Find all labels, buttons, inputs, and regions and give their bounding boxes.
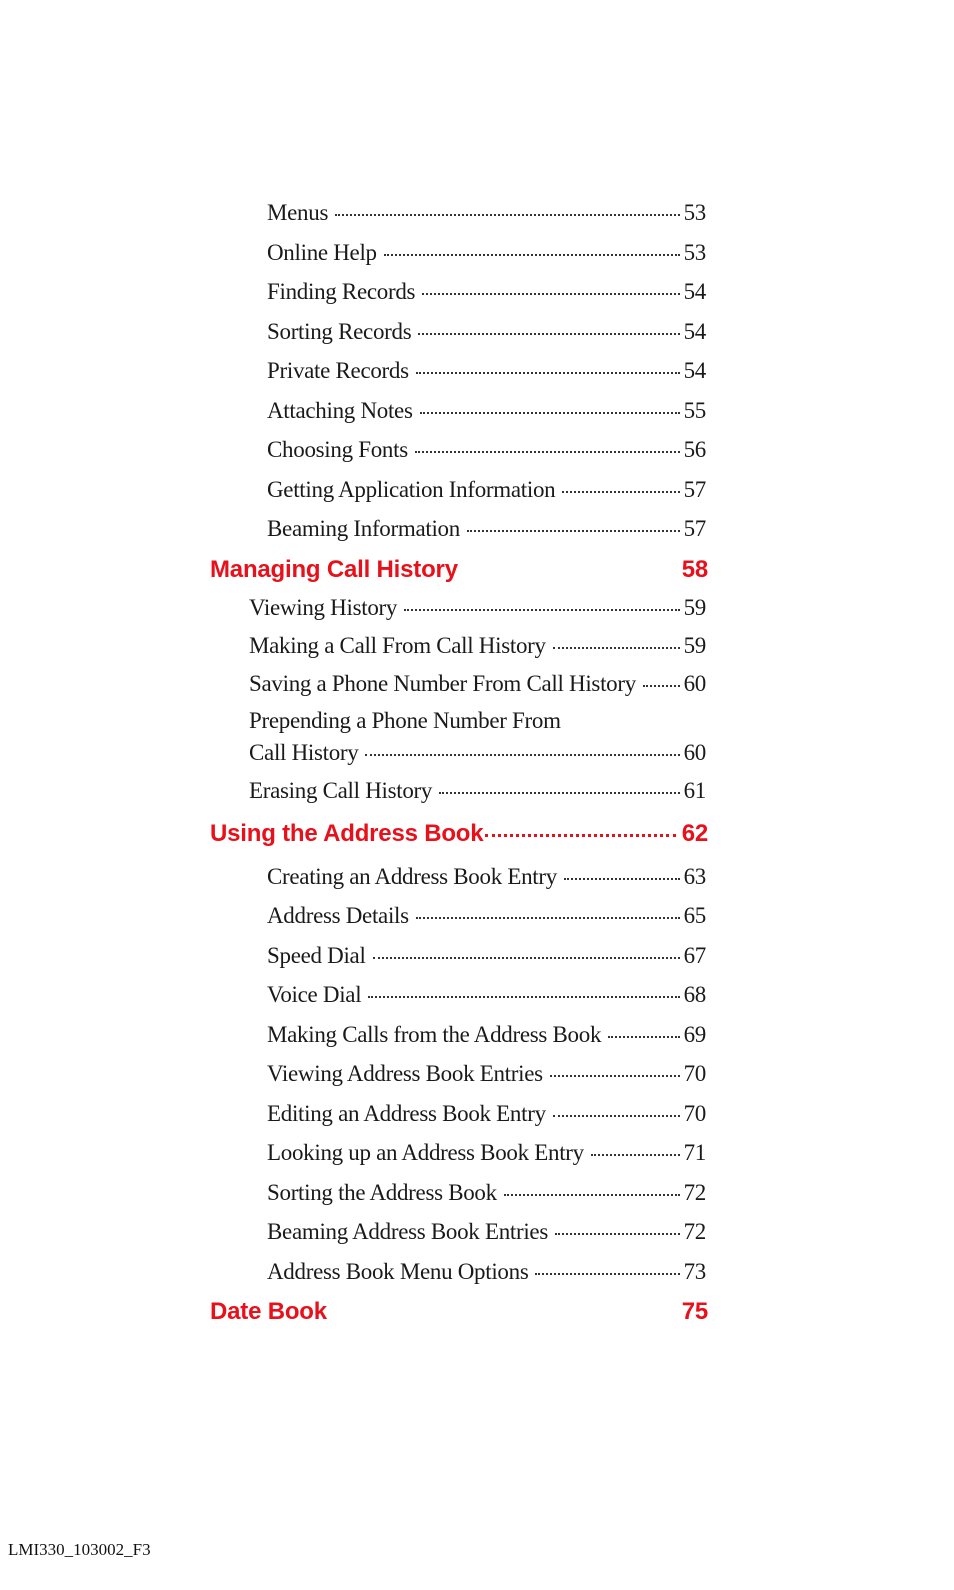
toc-entry-page: 55 (683, 398, 706, 423)
toc-entry-private-records[interactable] (267, 358, 706, 390)
toc-entry-label: Private Records (267, 358, 409, 383)
dot-leader (373, 957, 680, 959)
toc-entry-page: 73 (683, 1259, 706, 1284)
toc-entry-address-book-menu-options[interactable] (267, 1259, 706, 1291)
toc-entry-label: Choosing Fonts (267, 437, 408, 462)
toc-entry-creating-an-address-book-entry[interactable] (267, 864, 706, 896)
toc-entry-voice-dial[interactable] (267, 982, 706, 1014)
toc-entry-label: Making Calls from the Address Book (267, 1022, 602, 1047)
toc-entry-erasing-call-history[interactable] (249, 778, 706, 810)
section-title: Using the Address Book (210, 820, 484, 847)
toc-entry-label: Menus (267, 200, 329, 225)
toc-entry-label-line1: Prepending a Phone Number From (249, 708, 561, 733)
toc-entry-page: 54 (683, 279, 706, 304)
dot-leader (416, 372, 680, 374)
section-page: 58 (681, 556, 708, 583)
toc-entry-label: Sorting the Address Book (267, 1180, 497, 1205)
dot-leader (643, 685, 680, 687)
toc-entry-making-calls-from-address-book[interactable] (267, 1022, 706, 1054)
toc-entry-label: Voice Dial (267, 982, 362, 1007)
dot-leader (335, 214, 679, 216)
toc-section-date-book[interactable] (210, 1298, 708, 1332)
toc-entry-label: Getting Application Information (267, 477, 556, 502)
toc-entry-label: Beaming Information (267, 516, 460, 541)
toc-entry-getting-application-information[interactable] (267, 477, 706, 509)
toc-entry-making-a-call-from-call-history[interactable] (249, 633, 706, 665)
toc-entry-menus[interactable] (267, 200, 706, 232)
dot-leader (591, 1154, 680, 1156)
toc-entry-page: 59 (683, 595, 706, 620)
toc-entry-editing-an-address-book-entry[interactable] (267, 1101, 706, 1133)
toc-entry-speed-dial[interactable] (267, 943, 706, 975)
toc-entry-prepending-a-phone-number[interactable] (249, 740, 706, 772)
toc-entry-page: 68 (683, 982, 706, 1007)
toc-entry-viewing-address-book-entries[interactable] (267, 1061, 706, 1093)
toc-entry-online-help[interactable] (267, 240, 706, 272)
dot-leader (416, 917, 680, 919)
dot-leader (404, 609, 680, 611)
toc-entry-label: Editing an Address Book Entry (267, 1101, 546, 1126)
toc-entry-page: 54 (683, 319, 706, 344)
dot-leader (420, 412, 680, 414)
toc-entry-label: Call History (249, 740, 359, 765)
toc-entry-label: Viewing History (249, 595, 398, 620)
dot-leader (467, 530, 680, 532)
toc-section-managing-call-history[interactable] (210, 556, 708, 590)
toc-entry-beaming-address-book-entries[interactable] (267, 1219, 706, 1251)
dot-leader (368, 996, 679, 998)
toc-entry-page: 59 (683, 633, 706, 658)
dot-leader (562, 491, 679, 493)
toc-entry-page: 71 (683, 1140, 706, 1165)
toc-entry-label: Online Help (267, 240, 377, 265)
dot-leader (415, 451, 680, 453)
dot-leader (504, 1194, 680, 1196)
toc-entry-page: 54 (683, 358, 706, 383)
dot-leader (418, 333, 679, 335)
toc-entry-beaming-information[interactable] (267, 516, 706, 548)
section-title: Date Book (210, 1298, 327, 1325)
toc-entry-attaching-notes[interactable] (267, 398, 706, 430)
toc-entry-label: Beaming Address Book Entries (267, 1219, 548, 1244)
toc-section-using-the-address-book[interactable] (210, 820, 708, 854)
dot-leader (608, 1036, 679, 1038)
dot-leader (439, 792, 680, 794)
dot-leader (553, 1115, 680, 1117)
section-page: 75 (681, 1298, 708, 1325)
toc-entry-page: 57 (683, 516, 706, 541)
toc-entry-label: Address Book Menu Options (267, 1259, 529, 1284)
toc-entry-finding-records[interactable] (267, 279, 706, 311)
toc-entry-prepending-line1[interactable] (249, 708, 706, 740)
toc-entry-label: Sorting Records (267, 319, 412, 344)
toc-entry-page: 53 (683, 240, 706, 265)
toc-entry-address-details[interactable] (267, 903, 706, 935)
toc-entry-label: Saving a Phone Number From Call History (249, 671, 636, 696)
toc-entry-label: Looking up an Address Book Entry (267, 1140, 584, 1165)
toc-entry-page: 63 (683, 864, 706, 889)
toc-entry-page: 72 (683, 1219, 706, 1244)
dot-leader (485, 834, 675, 837)
toc-entry-label: Finding Records (267, 279, 416, 304)
toc-entry-page: 56 (683, 437, 706, 462)
toc-entry-page: 60 (683, 671, 706, 696)
toc-entry-label: Erasing Call History (249, 778, 433, 803)
toc-entry-page: 60 (683, 740, 706, 765)
toc-entry-label: Viewing Address Book Entries (267, 1061, 543, 1086)
toc-entry-label: Address Details (267, 903, 409, 928)
toc-entry-page: 70 (683, 1101, 706, 1126)
toc-entry-looking-up-an-address-book-entry[interactable] (267, 1140, 706, 1172)
toc-entry-label: Attaching Notes (267, 398, 413, 423)
dot-leader (535, 1273, 679, 1275)
toc-entry-label: Speed Dial (267, 943, 366, 968)
section-title: Managing Call History (210, 556, 458, 583)
toc-entry-sorting-records[interactable] (267, 319, 706, 351)
toc-entry-page: 72 (683, 1180, 706, 1205)
toc-entry-label: Creating an Address Book Entry (267, 864, 557, 889)
toc-entry-page: 65 (683, 903, 706, 928)
section-page: 62 (681, 820, 708, 847)
toc-entry-page: 53 (683, 200, 706, 225)
toc-entry-label: Making a Call From Call History (249, 633, 546, 658)
document-footer-code: LMI330_103002_F3 (8, 1540, 151, 1559)
dot-leader (550, 1075, 680, 1077)
dot-leader (553, 647, 680, 649)
toc-entry-saving-a-phone-number[interactable] (249, 671, 706, 703)
toc-entry-choosing-fonts[interactable] (267, 437, 706, 469)
toc-entry-page: 57 (683, 477, 706, 502)
dot-leader (384, 254, 680, 256)
toc-entry-page: 67 (683, 943, 706, 968)
dot-leader (555, 1233, 680, 1235)
toc-entry-page: 69 (683, 1022, 706, 1047)
toc-entry-page: 61 (683, 778, 706, 803)
dot-leader (365, 754, 679, 756)
dot-leader (564, 878, 680, 880)
toc-entry-viewing-history[interactable] (249, 595, 706, 627)
dot-leader (422, 293, 679, 295)
toc-entry-sorting-the-address-book[interactable] (267, 1180, 706, 1212)
toc-entry-page: 70 (683, 1061, 706, 1086)
